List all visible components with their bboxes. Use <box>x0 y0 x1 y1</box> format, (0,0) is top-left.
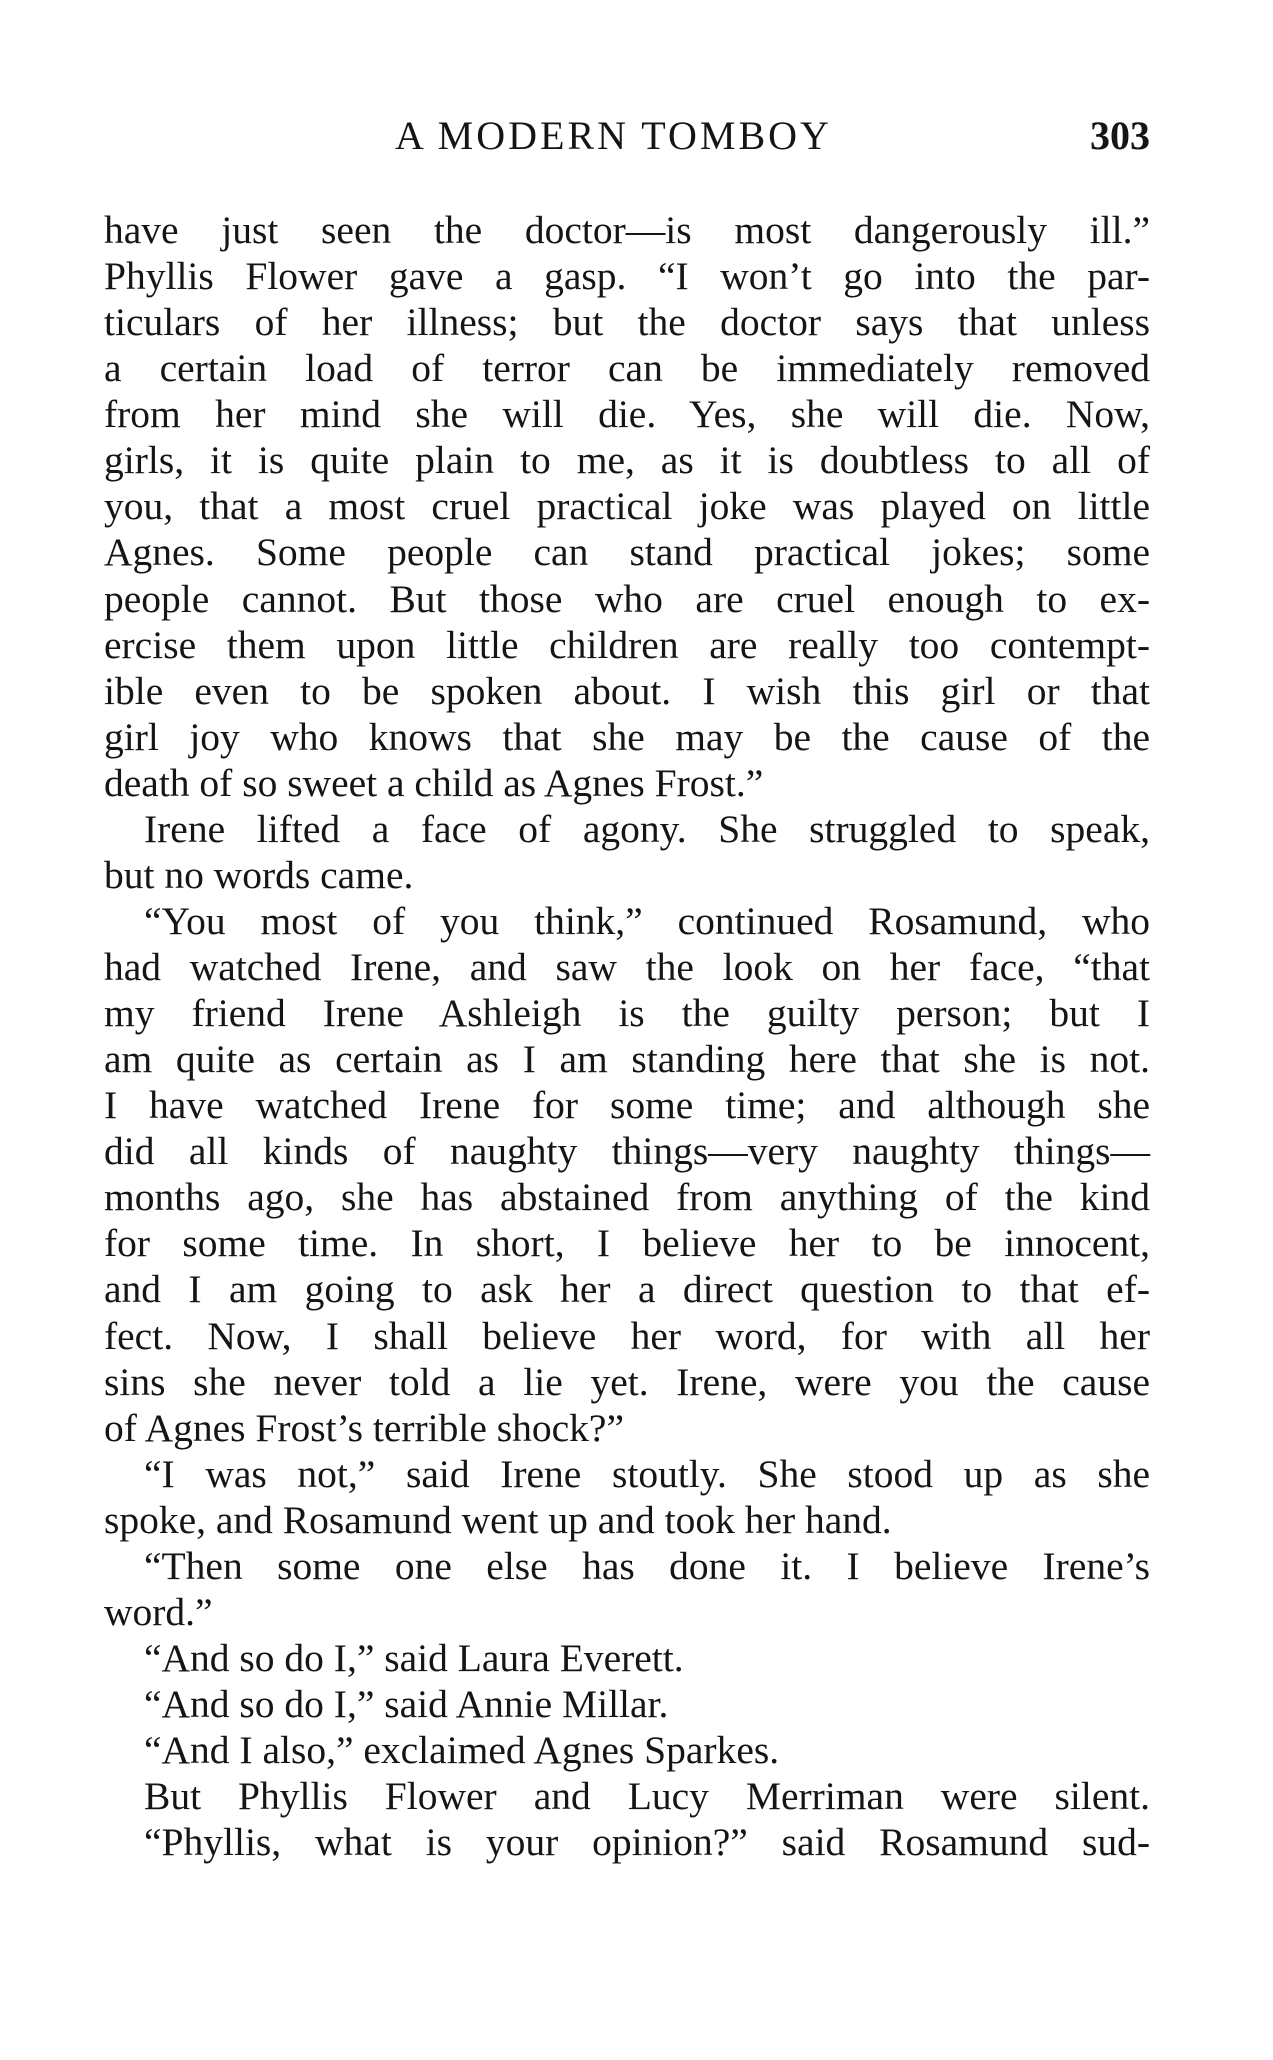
text-line: girl joy who knows that she may be the cause of the <box>104 714 1150 759</box>
text-line: did all kinds of naughty things—very naughty things— <box>104 1129 1150 1174</box>
text-line: But Phyllis Flower and Lucy Merriman were silent. <box>144 1774 1150 1819</box>
text-line: from her mind she will die. Yes, she will die. Now, <box>104 392 1150 437</box>
text-line: death of so sweet a child as Agnes Frost.” <box>104 760 764 805</box>
text-line: Irene lifted a face of agony. She struggled to speak, <box>144 806 1150 851</box>
text-line: months ago, she has abstained from anything of the kind <box>104 1175 1150 1220</box>
text-line: have just seen the doctor—is most dangerously ill.” <box>104 208 1150 252</box>
text-line: of Agnes Frost’s terrible shock?” <box>104 1405 624 1450</box>
running-title: A MODERN TOMBOY <box>395 113 832 158</box>
page-number: 303 <box>1090 113 1150 158</box>
text-line: a certain load of terror can be immediately removed <box>104 346 1150 391</box>
text-line: Agnes. Some people can stand practical jokes; some <box>104 530 1150 575</box>
text-line: ible even to be spoken about. I wish this girl or that <box>104 668 1150 713</box>
text-line: “Phyllis, what is your opinion?” said Rosamund sud- <box>144 1820 1150 1865</box>
text-line: but no words came. <box>104 852 414 897</box>
text-line: people cannot. But those who are cruel enough to ex- <box>104 576 1150 621</box>
text-line: “I was not,” said Irene stoutly. She stood up as she <box>144 1451 1150 1496</box>
text-line: sins she never told a lie yet. Irene, were you the cause <box>104 1359 1150 1404</box>
body-text <box>104 207 1150 1865</box>
text-line: spoke, and Rosamund went up and took her hand. <box>104 1497 892 1542</box>
running-head <box>0 112 1273 168</box>
text-line: “And I also,” exclaimed Agnes Sparkes. <box>144 1728 780 1773</box>
text-line: fect. Now, I shall believe her word, for with all her <box>104 1313 1150 1358</box>
text-line: ticulars of her illness; but the doctor says that unless <box>104 300 1150 345</box>
text-line: my friend Irene Ashleigh is the guilty person; but I <box>104 991 1150 1036</box>
text-line: am quite as certain as I am standing here that she is not. <box>104 1037 1150 1082</box>
text-line: “And so do I,” said Annie Millar. <box>144 1682 669 1726</box>
text-line: had watched Irene, and saw the look on her face, “that <box>104 945 1150 989</box>
text-line: you, that a most cruel practical joke was played on little <box>104 484 1150 529</box>
text-line: ercise them upon little children are really too contempt- <box>104 622 1150 667</box>
text-line: “And so do I,” said Laura Everett. <box>144 1635 684 1680</box>
text-line: word.” <box>104 1589 213 1634</box>
text-line: girls, it is quite plain to me, as it is doubtless to all of <box>104 438 1150 483</box>
text-line: I have watched Irene for some time; and although she <box>104 1083 1150 1128</box>
text-line: for some time. In short, I believe her to be innocent, <box>104 1221 1150 1266</box>
text-line: “Then some one else has done it. I believe Irene’s <box>144 1543 1150 1588</box>
text-line: and I am going to ask her a direct question to that ef- <box>104 1267 1150 1312</box>
text-line: “You most of you think,” continued Rosamund, who <box>144 898 1150 943</box>
text-line: Phyllis Flower gave a gasp. “I won’t go into the par- <box>104 254 1150 299</box>
